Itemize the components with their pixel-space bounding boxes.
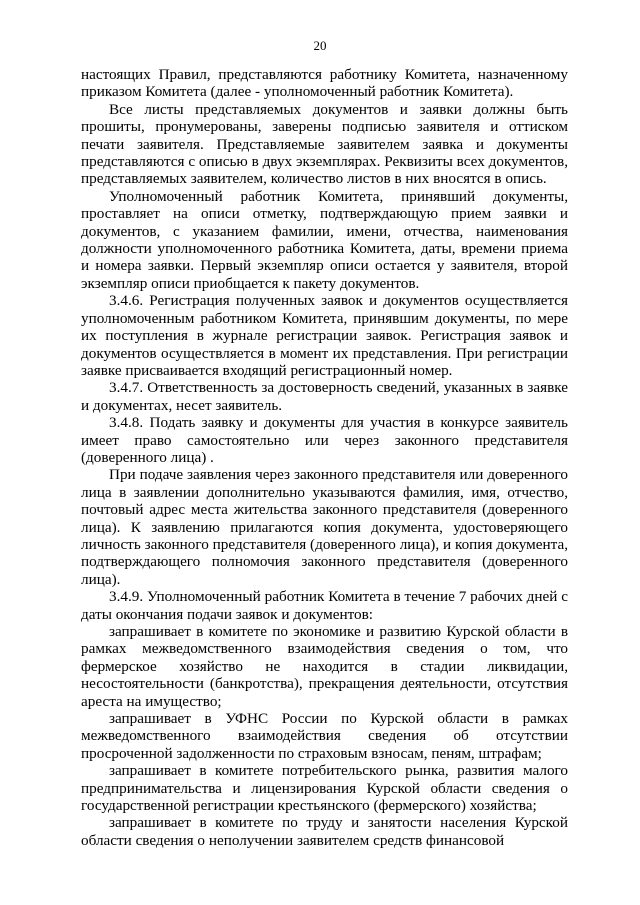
paragraph: 3.4.7. Ответственность за достоверность сведений, указанных в заявке и документах, несет заявитель. [81, 379, 568, 414]
paragraph: запрашивает в УФНС России по Курской области в рамках межведомственного взаимодействия сведения об отсутствии просроченной задолженности по страховым взносам, пеням, штрафам; [81, 710, 568, 762]
document-body [81, 66, 568, 849]
paragraph: запрашивает в комитете потребительского рынка, развития малого предпринимательства и лицензирования Курской области сведения о государственной регистрации крестьянского (фермерского) хозяйства; [81, 762, 568, 815]
paragraph: запрашивает в комитете по экономике и развитию Курской области в рамках межведомственного взаимодействия сведения о том, что фермерское хозяйство не находится в стадии ликвидации, несостоятельности (банкротства), прекращения деятельности, отсутствия ареста на имущество; [81, 623, 568, 710]
paragraph: настоящих Правил, представляются работнику Комитета, назначенному приказом Комитета (далее - уполномоченный работник Комитета). [81, 66, 568, 101]
paragraph: Все листы представляемых документов и заявки должны быть прошиты, пронумерованы, заверены подписью заявителя и оттиском печати заявителя. Представляемые заявителем заявка и документы представляются с описью в двух экземплярах. Реквизиты всех документов, представляемых заявителем, количество листов в них вносятся в опись. [81, 100, 568, 188]
paragraph: запрашивает в комитете по труду и занятости населения Курской области сведения о неполучении заявителем средств финансовой [81, 814, 568, 849]
paragraph: 3.4.6. Регистрация полученных заявок и документов осуществляется уполномоченным работником Комитета, принявшим документы, по мере их поступления в журнале регистрации заявок. Регистрация заявок и документов осуществляется в момент их представления. При регистрации заявке присваивается входящий регистрационный номер. [81, 292, 568, 379]
paragraph: Уполномоченный работник Комитета, принявший документы, проставляет на описи отметку, подтверждающую прием заявки и документов, с указанием фамилии, имени, отчества, наименования должности уполномоченного работника Комитета, даты, времени приема и номера заявки. Первый экземпляр описи остается у заявителя, второй экземпляр описи приобщается к пакету документов. [81, 187, 568, 292]
paragraph: 3.4.8. Подать заявку и документы для участия в конкурсе заявитель имеет право самостоятельно или через законного представителя (доверенного лица) . [81, 414, 568, 466]
paragraph: 3.4.9. Уполномоченный работник Комитета в течение 7 рабочих дней с даты окончания подачи заявок и документов: [81, 588, 568, 623]
page-number: 20 [313, 38, 327, 53]
paragraph: При подаче заявления через законного представителя или доверенного лица в заявлении дополнительно указываются фамилия, имя, отчество, почтовый адрес места жительства законного представителя (доверенного лица). К заявлению прилагаются копия документа, удостоверяющего личность законного представителя (доверенного лица), и копия документа, подтверждающего полномочия законного представителя (доверенного лица). [81, 466, 568, 588]
